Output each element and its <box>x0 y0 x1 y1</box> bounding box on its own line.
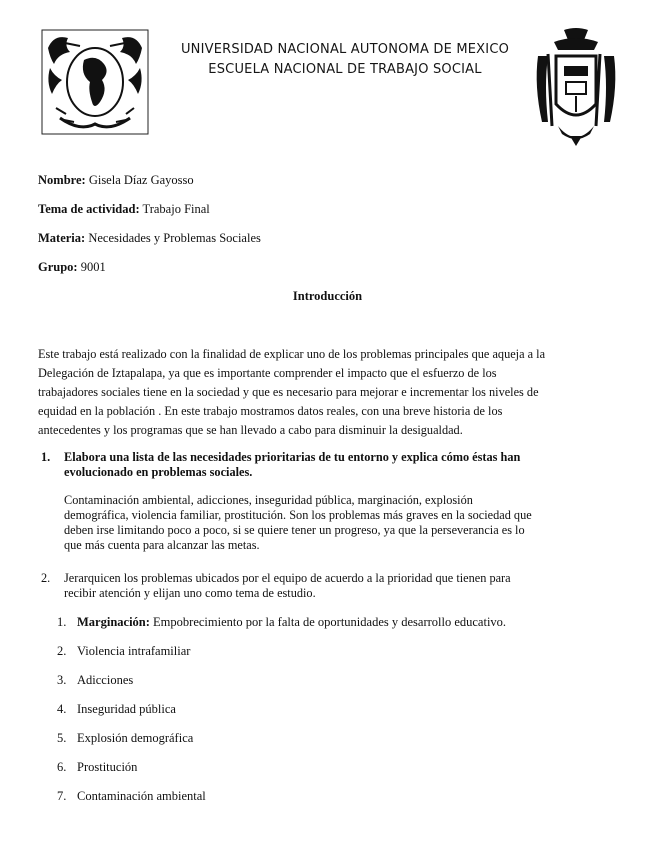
info-subject <box>38 231 261 246</box>
info-label: Grupo: <box>38 260 78 274</box>
intro-paragraph <box>38 345 618 440</box>
info-label: Nombre: <box>38 173 86 187</box>
info-name <box>38 173 194 188</box>
ranking-item <box>57 615 506 630</box>
question-number: 1. <box>41 450 51 464</box>
intro-line: equidad en la población . En este trabajo mostramos datos reales, con una breve historia de los <box>38 404 503 418</box>
question-text <box>64 571 599 601</box>
ranking-item <box>57 644 190 659</box>
ranking-number: 4. <box>57 702 67 716</box>
ranking-text: Inseguridad pública <box>77 702 176 716</box>
question-title <box>64 450 599 480</box>
answer-line: que más cuenta para alcanzar las metas. <box>64 538 260 552</box>
ranking-item <box>57 731 193 746</box>
ranking-number: 3. <box>57 673 67 687</box>
intro-line: trabajadores sociales tiene en la sociedad y que es necesario para mejorar e incrementar los niveles de <box>38 385 539 399</box>
ranking-item <box>57 789 206 804</box>
ranking-item <box>57 673 133 688</box>
ranking-item <box>57 702 176 717</box>
answer-line: Contaminación ambiental, adicciones, inseguridad pública, marginación, explosión <box>64 493 473 507</box>
ents-crest-logo <box>534 26 618 148</box>
ranking-bold: Marginación: <box>77 615 150 629</box>
ranking-item <box>57 760 137 775</box>
info-value: Trabajo Final <box>139 202 210 216</box>
intro-line: antecedentes y los programas que se han llevado a cabo para disminuir la desigualdad. <box>38 423 463 437</box>
intro-line: Delegación de Iztapalapa, ya que es importante comprender el impacto que el esfuerzo de los <box>38 366 497 380</box>
question-title-line: Elabora una lista de las necesidades prioritarias de tu entorno y explica cómo éstas han <box>64 450 521 464</box>
question-number: 2. <box>41 571 51 585</box>
info-label: Materia: <box>38 231 86 245</box>
question-text-line: recibir atención y elijan uno como tema de estudio. <box>64 586 316 600</box>
info-topic <box>38 202 210 217</box>
intro-line: Este trabajo está realizado con la finalidad de explicar uno de los problemas principales que aqueja a la <box>38 347 546 361</box>
ranking-text: Prostitución <box>77 760 138 774</box>
info-value: Necesidades y Problemas Sociales <box>85 231 261 245</box>
ranking-number: 6. <box>57 760 67 774</box>
university-name: UNIVERSIDAD NACIONAL AUTONOMA DE MEXICO <box>180 42 510 57</box>
info-group <box>38 260 106 275</box>
ranking-number: 5. <box>57 731 67 745</box>
question-title-line: evolucionado en problemas sociales. <box>64 465 253 479</box>
institution-header <box>160 40 530 80</box>
ranking-text: Explosión demográfica <box>77 731 194 745</box>
ranking-number: 2. <box>57 644 67 658</box>
info-value: Gisela Díaz Gayosso <box>85 173 194 187</box>
question-text-line: Jerarquicen los problemas ubicados por el equipo de acuerdo a la prioridad que tienen para <box>64 571 511 585</box>
unam-crest-logo <box>40 28 150 136</box>
ranking-text: Violencia intrafamiliar <box>77 644 191 658</box>
info-value: 9001 <box>77 260 106 274</box>
question-1-answer <box>64 493 604 553</box>
info-label: Tema de actividad: <box>38 202 140 216</box>
ranking-number: 1. <box>57 615 67 629</box>
school-name: ESCUELA NACIONAL DE TRABAJO SOCIAL <box>208 62 482 77</box>
ranking-text: Contaminación ambiental <box>77 789 206 803</box>
ranking-number: 7. <box>57 789 67 803</box>
section-title: Introducción <box>292 289 363 303</box>
ranking-text: Empobrecimiento por la falta de oportunidades y desarrollo educativo. <box>149 615 507 629</box>
ranking-text: Adicciones <box>77 673 134 687</box>
answer-line: demográfica, violencia familiar, prostitución. Son los problemas más graves en la sociedad que <box>64 508 532 522</box>
answer-line: deben irse limitando poco a poco, si se quiere tener un progreso, ya que la perseverancia es lo <box>64 523 525 537</box>
